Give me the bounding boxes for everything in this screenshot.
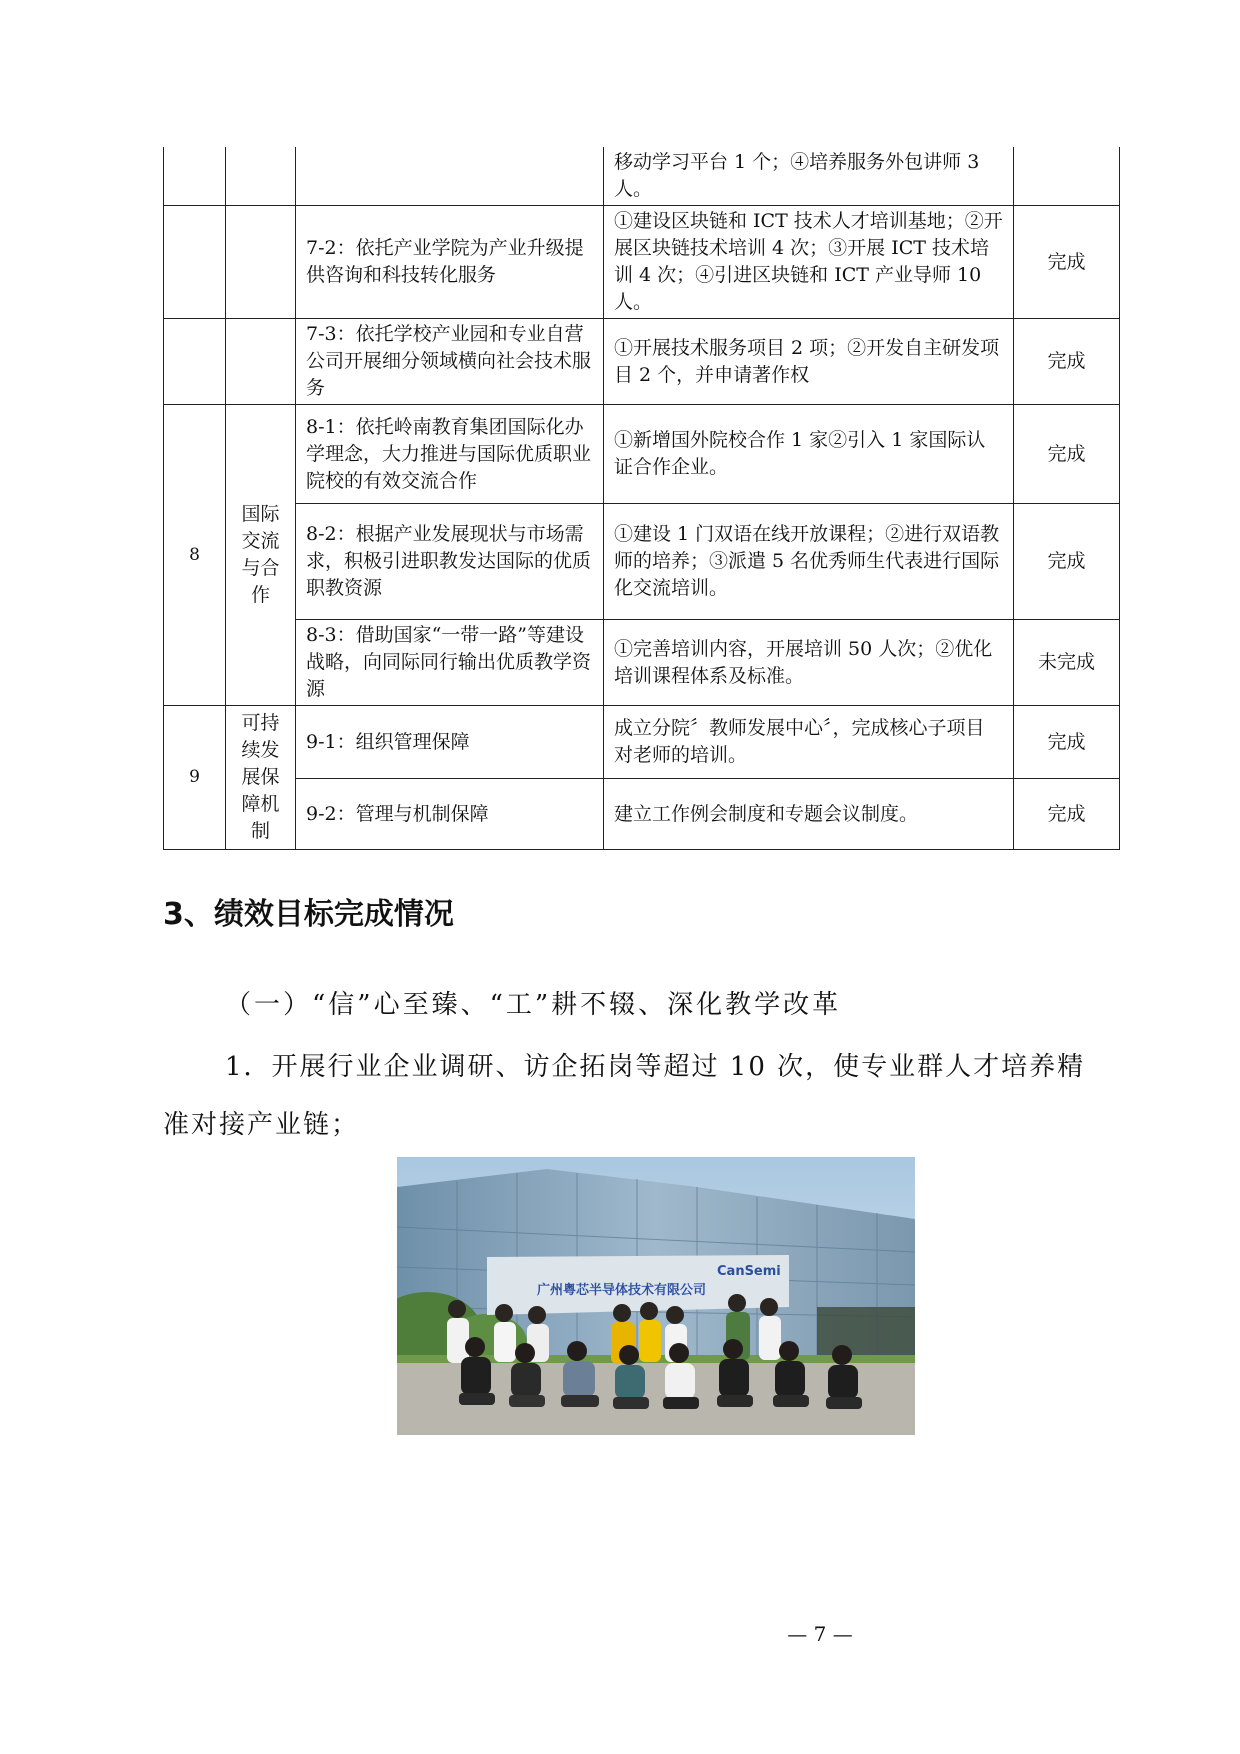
category-cell — [226, 206, 296, 319]
page-number: — 7 — — [787, 1622, 853, 1646]
table-row — [164, 405, 1120, 504]
sign-brand: CanSemi — [717, 1264, 781, 1279]
status-cell: 完成 — [1014, 779, 1120, 850]
category-label: 国际交流与合作 — [241, 503, 280, 606]
status-cell: 完成 — [1014, 706, 1120, 779]
task-cell: ①建设区块链和 ICT 技术人才培训基地；②开展区块链技术培训 4 次；③开展 ICT 技术培训 4 次；④引进区块链和 ICT 产业导师 10 人。 — [604, 206, 1014, 319]
paragraph: 1．开展行业企业调研、访企拓岗等超过 10 次，使专业群人才培养精准对接产业链； — [163, 1052, 1086, 1140]
row-number-cell: 8 — [164, 405, 226, 706]
content-cell: 8-3：借助国家“一带一路”等建设战略，向同际同行输出优质教学资源 — [296, 620, 604, 706]
content-cell: 8-1：依托岭南教育集团国际化办学理念，大力推进与国际优质职业院校的有效交流合作 — [296, 405, 604, 504]
task-cell: ①开展技术服务项目 2 项；②开发自主研发项目 2 个，并申请著作权 — [604, 319, 1014, 405]
section-heading: 3、绩效目标完成情况 — [163, 897, 454, 932]
table-row — [164, 319, 1120, 405]
task-cell: 移动学习平台 1 个；④培养服务外包讲师 3 人。 — [604, 147, 1014, 206]
status-cell: 完成 — [1014, 405, 1120, 504]
task-cell: ①新增国外院校合作 1 家②引入 1 家国际认证合作企业。 — [604, 405, 1014, 504]
task-cell: 建立工作例会制度和专题会议制度。 — [604, 779, 1014, 850]
row-number-cell — [164, 319, 226, 405]
content-cell — [296, 147, 604, 206]
subheading: （一）“信”心至臻、“工”耕不辍、深化教学改革 — [225, 990, 842, 1020]
row-number-cell — [164, 147, 226, 206]
table-row — [164, 504, 1120, 620]
category-cell — [226, 405, 296, 706]
content-cell: 9-1：组织管理保障 — [296, 706, 604, 779]
table-row — [164, 147, 1120, 206]
category-cell — [226, 147, 296, 206]
category-cell — [226, 706, 296, 850]
task-cell: 成立分院〞教师发展中心〞，完成核心子项目对老师的培训。 — [604, 706, 1014, 779]
status-cell — [1014, 147, 1120, 206]
task-cell: ①建设 1 门双语在线开放课程；②进行双语教师的培养；③派遣 5 名优秀师生代表进行国际化交流培训。 — [604, 504, 1014, 620]
category-label: 可持续发展保障机制 — [241, 712, 280, 842]
status-cell: 完成 — [1014, 319, 1120, 405]
table-row — [164, 706, 1120, 779]
status-cell: 未完成 — [1014, 620, 1120, 706]
row-number-cell: 9 — [164, 706, 226, 850]
status-cell: 完成 — [1014, 504, 1120, 620]
table-row — [164, 620, 1120, 706]
group-photo — [397, 1157, 915, 1435]
content-cell: 7-3：依托学校产业园和专业自营公司开展细分领域横向社会技术服务 — [296, 319, 604, 405]
task-cell: ①完善培训内容，开展培训 50 人次；②优化培训课程体系及标准。 — [604, 620, 1014, 706]
plan-completion-table — [163, 147, 1120, 850]
group-photo-illustration — [397, 1157, 915, 1435]
sign-company-name: 广州粤芯半导体技术有限公司 — [537, 1283, 707, 1298]
status-cell: 完成 — [1014, 206, 1120, 319]
content-cell: 9-2：管理与机制保障 — [296, 779, 604, 850]
table-row — [164, 779, 1120, 850]
row-number-cell — [164, 206, 226, 319]
category-cell — [226, 319, 296, 405]
table-row — [164, 206, 1120, 319]
content-cell: 8-2：根据产业发展现状与市场需求，积极引进职教发达国际的优质职教资源 — [296, 504, 604, 620]
content-cell: 7-2：依托产业学院为产业升级提供咨询和科技转化服务 — [296, 206, 604, 319]
